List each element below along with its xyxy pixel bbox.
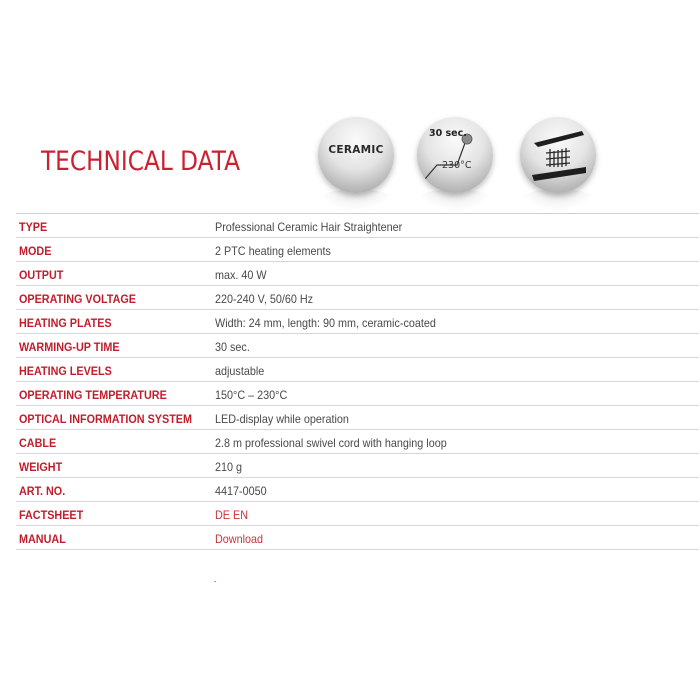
spec-value: 150°C – 230°C: [215, 388, 288, 402]
factsheet-links[interactable]: DE EN: [215, 508, 249, 522]
page-title: TECHNICAL DATA: [41, 146, 240, 177]
spec-label: CABLE: [19, 436, 57, 450]
spec-value: 30 sec.: [215, 340, 250, 354]
spec-label: OUTPUT: [19, 268, 64, 282]
table-row: [16, 309, 699, 333]
table-row: [16, 333, 699, 357]
table-row: [16, 501, 699, 525]
table-row: [16, 477, 699, 501]
table-row: [16, 357, 699, 381]
spec-value: 210 g: [215, 460, 243, 474]
table-row: [16, 429, 699, 453]
spec-value: adjustable: [215, 364, 265, 378]
warm-up-time: 30 sec.: [429, 128, 467, 139]
spec-label: MANUAL: [19, 532, 66, 546]
table-row: [16, 525, 699, 550]
spec-label: HEATING PLATES: [19, 316, 112, 330]
decorative-dot: [214, 581, 216, 582]
spec-label: FACTSHEET: [19, 508, 84, 522]
manual-download-link[interactable]: Download: [215, 532, 264, 546]
spec-value: 4417-0050: [215, 484, 267, 498]
floating-plates-badge-icon: [520, 117, 596, 193]
spec-value: 2.8 m professional swivel cord with hanging loop: [215, 436, 447, 450]
spec-value: Width: 24 mm, length: 90 mm, ceramic-coated: [215, 316, 436, 330]
max-temperature: 230°C: [442, 160, 472, 171]
spec-value: Professional Ceramic Hair Straightener: [215, 220, 403, 234]
spec-label: OPTICAL INFORMATION SYSTEM: [19, 412, 193, 426]
feature-badges: [318, 117, 598, 202]
spring-plates-icon: [520, 117, 596, 193]
spec-label: ART. NO.: [19, 484, 66, 498]
spec-value: max. 40 W: [215, 268, 267, 282]
spec-table: [16, 213, 699, 550]
table-row: [16, 405, 699, 429]
spec-label: TYPE: [19, 220, 48, 234]
spec-value: 220-240 V, 50/60 Hz: [215, 292, 314, 306]
spec-value: LED-display while operation: [215, 412, 349, 426]
spec-label: HEATING LEVELS: [19, 364, 112, 378]
table-row: [16, 453, 699, 477]
spec-label: WEIGHT: [19, 460, 63, 474]
spec-value: 2 PTC heating elements: [215, 244, 331, 258]
ceramic-badge-icon: [318, 117, 394, 193]
warm-up-badge-icon: [417, 117, 493, 193]
table-row: [16, 213, 699, 237]
table-row: [16, 381, 699, 405]
spec-label: OPERATING VOLTAGE: [19, 292, 137, 306]
spec-label: OPERATING TEMPERATURE: [19, 388, 167, 402]
spec-label: WARMING-UP TIME: [19, 340, 120, 354]
spec-label: MODE: [19, 244, 52, 258]
table-row: [16, 237, 699, 261]
table-row: [16, 285, 699, 309]
table-row: [16, 261, 699, 285]
ceramic-badge-text: CERAMIC: [328, 144, 384, 156]
